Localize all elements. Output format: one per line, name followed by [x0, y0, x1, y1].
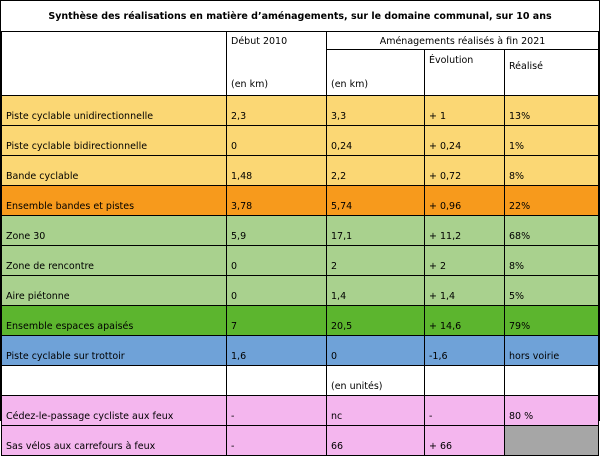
cell-realise: hors voirie — [505, 336, 599, 366]
table-row — [2, 246, 599, 276]
cell-evolution: + 0,72 — [425, 156, 505, 186]
cell-fin: 5,74 — [327, 186, 425, 216]
cell-realise: 22% — [505, 186, 599, 216]
cell-debut: 3,78 — [227, 186, 327, 216]
cell-debut: 0 — [227, 246, 327, 276]
table-row — [2, 96, 599, 126]
row-label: Aire piétonne — [2, 276, 227, 306]
table-title: Synthèse des réalisations en matière d’aménagements, sur le domaine communal, sur 10 ans — [1, 1, 599, 32]
cell-fin: 2 — [327, 246, 425, 276]
row-label: Cédez-le-passage cycliste aux feux — [2, 396, 227, 426]
cell-evolution: + 1 — [425, 96, 505, 126]
cell-fin: 20,5 — [327, 306, 425, 336]
cell-debut: 7 — [227, 306, 327, 336]
row-label: Piste cyclable sur trottoir — [2, 336, 227, 366]
table-row-total — [2, 306, 599, 336]
empty-cell — [227, 366, 327, 396]
cell-evolution: + 66 — [425, 426, 505, 456]
row-label: Ensemble espaces apaisés — [2, 306, 227, 336]
cell-realise-unavailable — [505, 426, 599, 456]
cell-debut: 5,9 — [227, 216, 327, 246]
row-label: Zone de rencontre — [2, 246, 227, 276]
table-row — [2, 216, 599, 246]
cell-debut: 2,3 — [227, 96, 327, 126]
unit-km-fin: (en km) — [327, 50, 425, 96]
table-row — [2, 336, 599, 366]
header-empty — [2, 32, 227, 50]
cell-realise: 13% — [505, 96, 599, 126]
cell-fin: 66 — [327, 426, 425, 456]
cell-fin: 2,2 — [327, 156, 425, 186]
units-subheader-row — [2, 366, 599, 396]
cell-realise: 8% — [505, 246, 599, 276]
cell-debut: 0 — [227, 126, 327, 156]
row-label: Ensemble bandes et pistes — [2, 186, 227, 216]
unit-units: (en unités) — [327, 366, 425, 396]
cell-realise: 68% — [505, 216, 599, 246]
cell-evolution: + 11,2 — [425, 216, 505, 246]
table-row — [2, 426, 599, 456]
cell-evolution: + 1,4 — [425, 276, 505, 306]
header-amenagements-realises: Aménagements réalisés à fin 2021 — [327, 32, 599, 50]
cell-evolution: -1,6 — [425, 336, 505, 366]
row-label: Piste cyclable bidirectionnelle — [2, 126, 227, 156]
row-label: Zone 30 — [2, 216, 227, 246]
row-label: Sas vélos aux carrefours à feux — [2, 426, 227, 456]
cell-realise: 1% — [505, 126, 599, 156]
cell-evolution: + 0,24 — [425, 126, 505, 156]
cell-fin: 17,1 — [327, 216, 425, 246]
summary-table — [1, 31, 599, 456]
table-row — [2, 156, 599, 186]
cell-debut: 0 — [227, 276, 327, 306]
row-label: Bande cyclable — [2, 156, 227, 186]
cell-fin: 0,24 — [327, 126, 425, 156]
cell-fin: 1,4 — [327, 276, 425, 306]
row-label: Piste cyclable unidirectionnelle — [2, 96, 227, 126]
cell-realise: 8% — [505, 156, 599, 186]
cell-realise: 80 % — [505, 396, 599, 426]
table-row-total — [2, 186, 599, 216]
cell-debut: 1,48 — [227, 156, 327, 186]
cell-evolution: + 2 — [425, 246, 505, 276]
header-empty-2 — [2, 50, 227, 96]
table-row — [2, 126, 599, 156]
header-evolution: Évolution — [425, 50, 505, 96]
unit-km-debut: (en km) — [227, 50, 327, 96]
cell-fin: 0 — [327, 336, 425, 366]
cell-evolution: + 14,6 — [425, 306, 505, 336]
table-row — [2, 276, 599, 306]
cell-evolution: - — [425, 396, 505, 426]
cell-debut: - — [227, 426, 327, 456]
header-realise: Réalisé — [505, 50, 599, 96]
cell-fin: nc — [327, 396, 425, 426]
table-row — [2, 396, 599, 426]
empty-cell — [505, 366, 599, 396]
cell-realise: 5% — [505, 276, 599, 306]
cell-realise: 79% — [505, 306, 599, 336]
cell-debut: 1,6 — [227, 336, 327, 366]
cell-debut: - — [227, 396, 327, 426]
cell-fin: 3,3 — [327, 96, 425, 126]
empty-cell — [2, 366, 227, 396]
empty-cell — [425, 366, 505, 396]
cell-evolution: + 0,96 — [425, 186, 505, 216]
header-debut-2010: Début 2010 — [227, 32, 327, 50]
